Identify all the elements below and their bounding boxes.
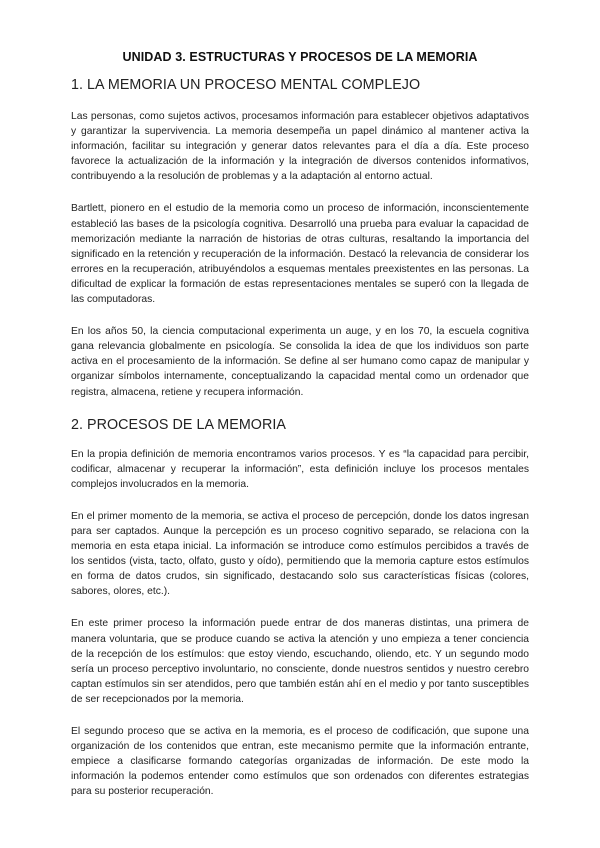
- paragraph: En la propia definición de memoria encontramos varios procesos. Y es “la capacidad para percibir, codificar, almacenar y recuperar la información”, esta definición incluye los procesos mentales complejos involucrados en la memoria.: [71, 448, 529, 490]
- paragraph: En este primer proceso la información puede entrar de dos maneras distintas, una primera de manera voluntaria, que se produce cuando se activa la atención y uno empieza a tener conciencia de la recepción de los estímulos: que estoy viendo, escuchando, oliendo, etc. Y un segundo modo sería un proceso perceptivo involuntario, no consciente, donde nuestros sentidos y nuestro cerebro captan estímulos sin ser atendidos, pero que también están ahí en el medio y por tanto susceptibles de ser recepcionados por la memoria.: [71, 618, 529, 705]
- paragraph: En los años 50, la ciencia computacional experimenta un auge, y en los 70, la escuela cognitiva gana relevancia globalmente en psicología. Se consolida la idea de que los individuos son parte activa en el procesamiento de la información. Se define al ser humano como capaz de manipular y organizar símbolos internamente, conceptualizando la capacidad mental como un ordenador que registra, almacena, retiene y recupera información.: [71, 326, 529, 398]
- section-memoria-proceso-mental: [71, 77, 529, 400]
- section-procesos-memoria: [71, 417, 529, 800]
- paragraph: Bartlett, pionero en el estudio de la memoria como un proceso de información, inconscientemente estableció las bases de la psicología cognitiva. Desarrolló una prueba para evaluar la capacidad de memorización mediante la narración de historias de otras culturas, resaltando la importancia del significado en la retención y recuperación de la información. Destacó la relevancia de considerar los errores en la recuperación, atribuyéndolos a esquemas mentales preexistentes en las personas. La dificultad de explicar la formación de estas representaciones mentales se superó con la llegada de las computadoras.: [71, 203, 529, 306]
- paragraph: En el primer momento de la memoria, se activa el proceso de percepción, donde los datos ingresan para ser captados. Aunque la percepción es un proceso cognitivo separado, se relaciona con la memoria en esta etapa inicial. La información se introduce como estímulos percibidos a través de los sentidos (vista, tacto, olfato, gusto y oído), permitiendo que la memoria capture estos estímulos en forma de datos crudos, sin significado, destacando solo sus características físicas (colores, sabores, olores, etc.).: [71, 510, 529, 598]
- document-title: UNIDAD 3. ESTRUCTURAS Y PROCESOS DE LA MEMORIA: [122, 50, 478, 64]
- paragraph: El segundo proceso que se activa en la memoria, es el proceso de codificación, que supone una organización de los contenidos que entran, este mecanismo permite que la información entrante, empiece a clasificarse formando categorías organizadas de información. De este modo la información la podemos entender como estímulos que son ordenados con diferentes estrategias para su posterior recuperación.: [71, 726, 529, 798]
- section-heading: 2. PROCESOS DE LA MEMORIA: [71, 416, 286, 433]
- section-heading: 1. LA MEMORIA UN PROCESO MENTAL COMPLEJO: [71, 77, 421, 93]
- paragraph: Las personas, como sujetos activos, procesamos información para establecer objetivos adaptativos y garantizar la supervivencia. La memoria desempeña un papel dinámico al mantener activa la información, facilitar su integración y generar datos relevantes para el día a día. Este proceso favorece la actualización de la información y la integración de diversos contenidos informativos, contribuyendo a la resolución de problemas y a la adaptación al entorno actual.: [71, 111, 529, 183]
